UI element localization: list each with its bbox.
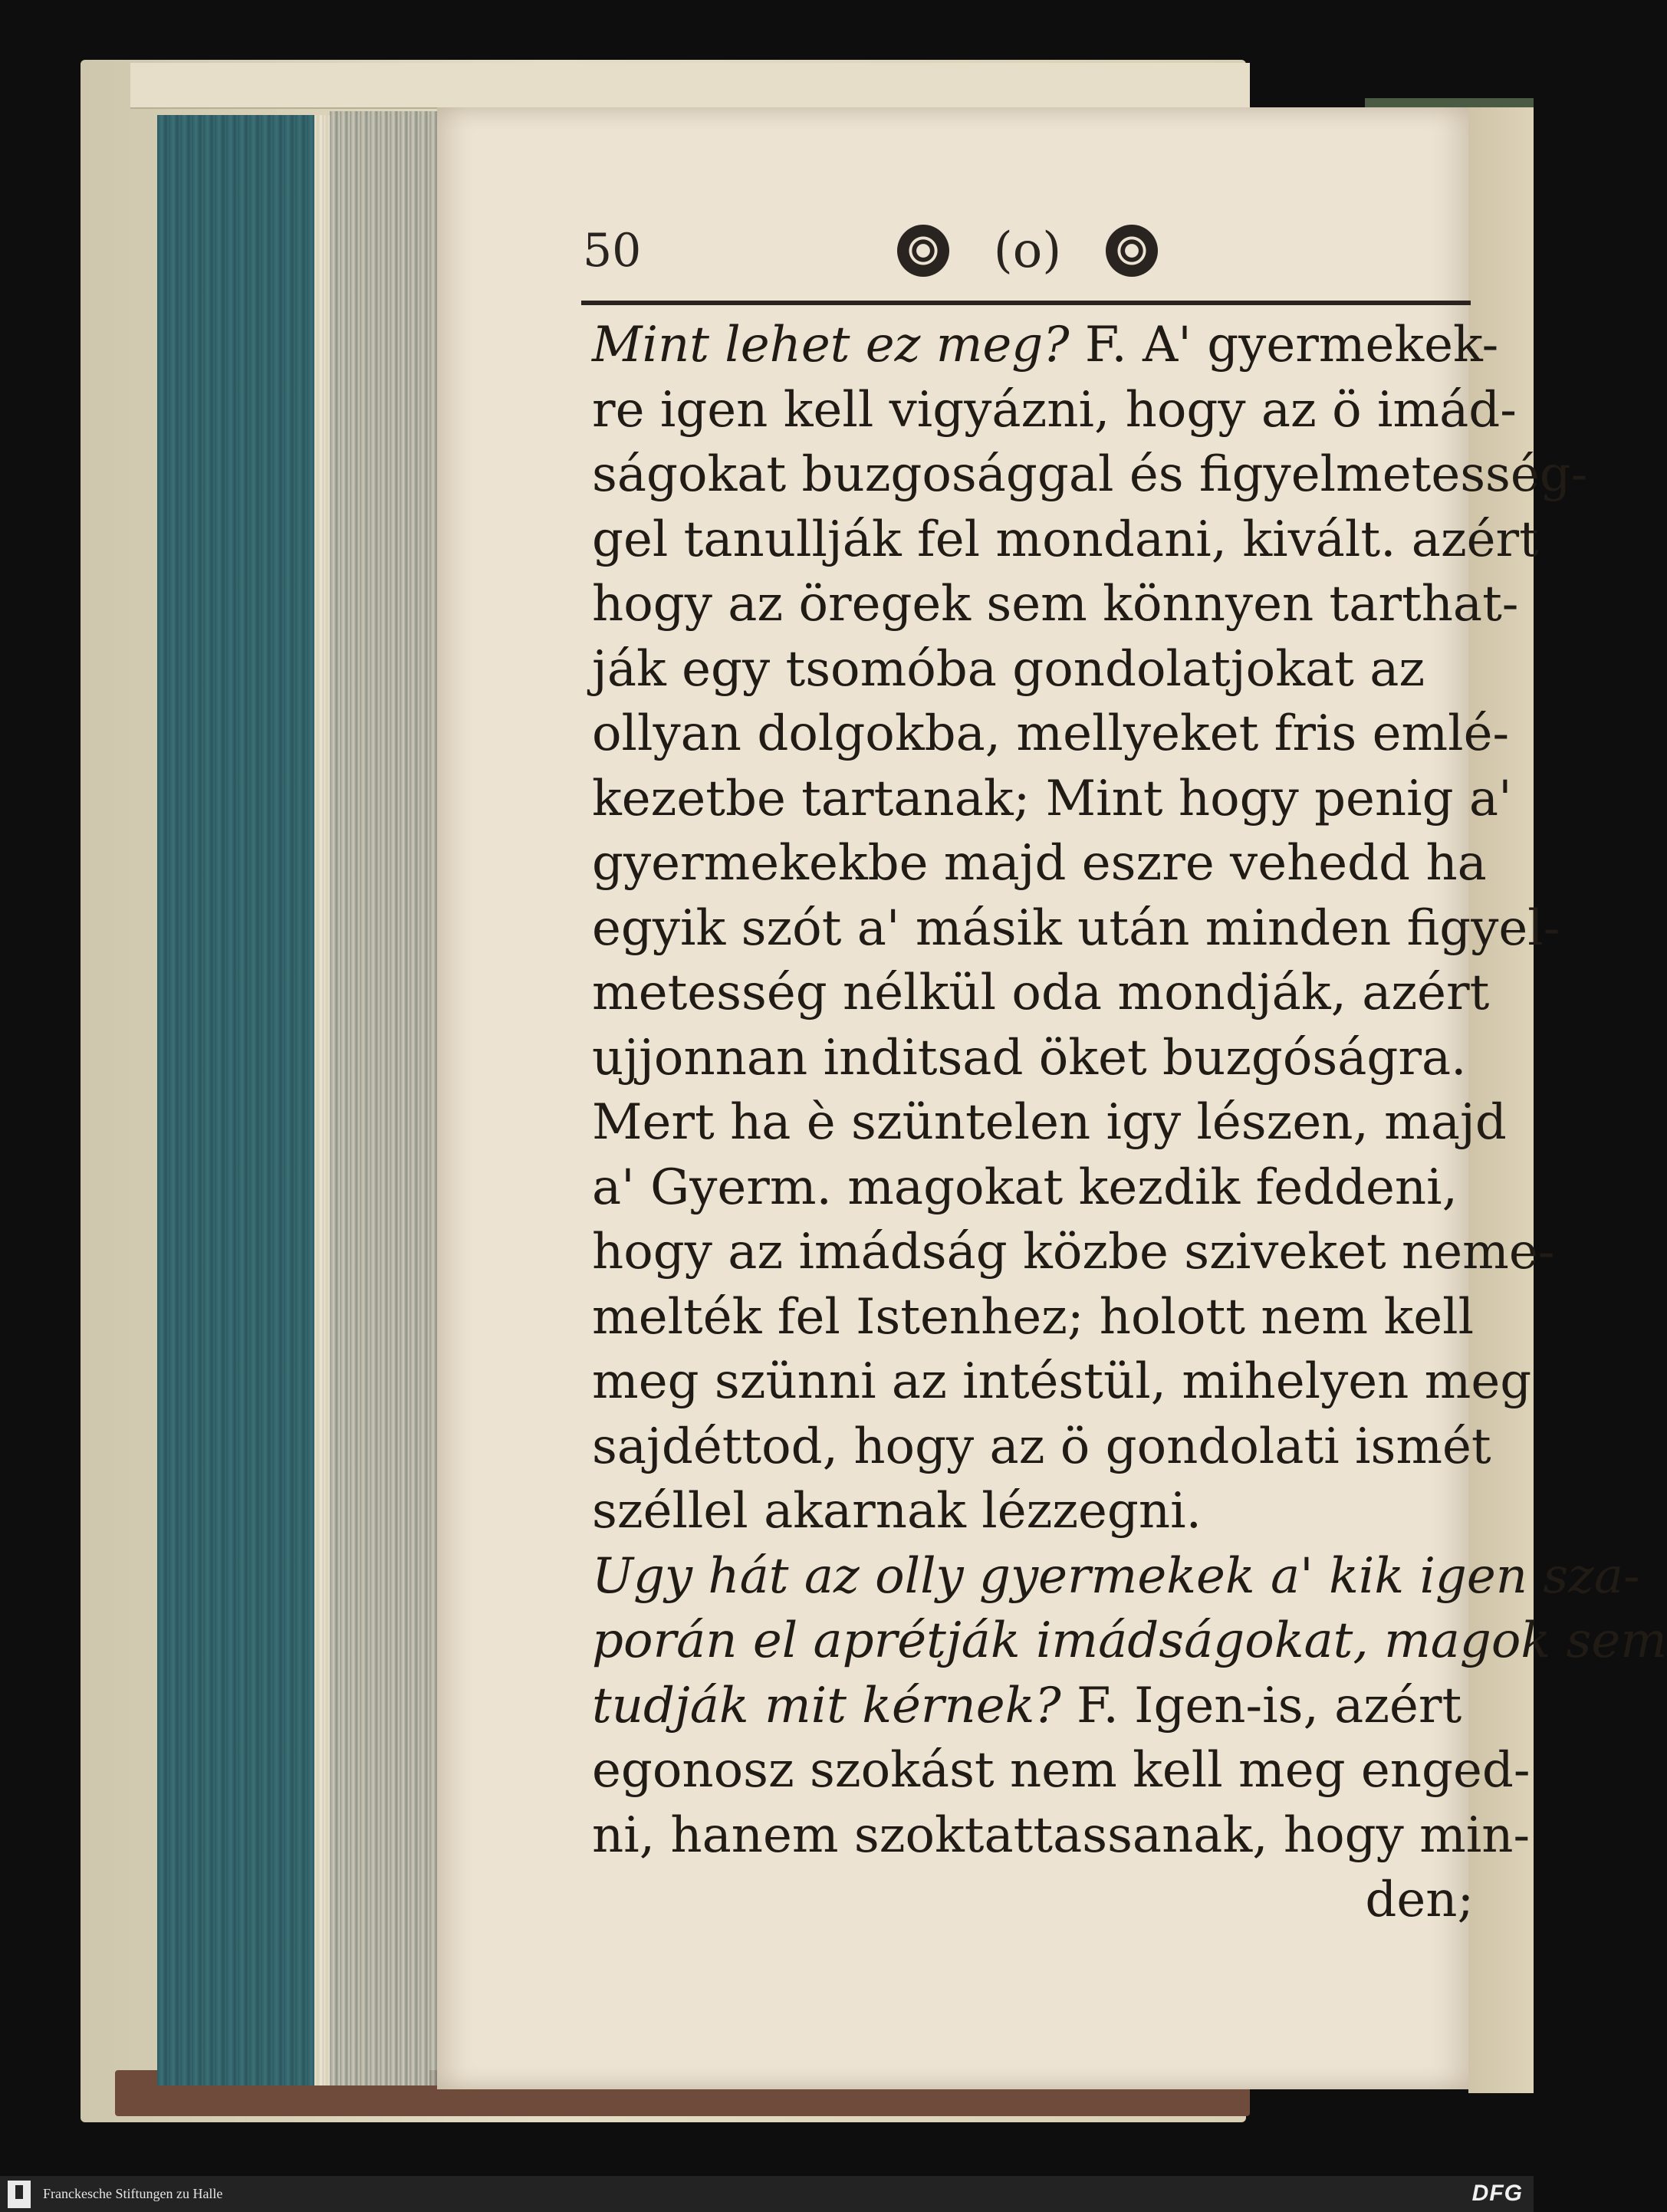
text-line bbox=[592, 1090, 1507, 1155]
text-line bbox=[592, 508, 1539, 573]
viewer-footer bbox=[0, 2176, 1534, 2212]
text-line bbox=[592, 961, 1490, 1026]
text-line bbox=[592, 572, 1519, 637]
body-text: egonosz szokást nem kell meg enged- bbox=[592, 1742, 1531, 1799]
body-text: gyermekekbe majd eszre vehedd ha bbox=[592, 835, 1487, 892]
italic-question-text: porán el aprétják imádságokat, magok sem bbox=[592, 1612, 1667, 1669]
page-edges-colored bbox=[157, 115, 314, 2085]
text-line bbox=[592, 1415, 1491, 1480]
body-text: metesség nélkül oda mondják, azért bbox=[592, 965, 1490, 1021]
body-text: hogy az imádság közbe sziveket neme- bbox=[592, 1224, 1555, 1280]
body-text: kezetbe tartanak; Mint hogy penig a' bbox=[592, 770, 1512, 827]
institution-name: Franckesche Stiftungen zu Halle bbox=[43, 2186, 223, 2201]
body-text: re igen kell vigyázni, hogy az ö imád- bbox=[592, 381, 1517, 439]
page-text bbox=[592, 313, 1667, 1933]
institution-logo-icon bbox=[8, 2181, 31, 2208]
body-text: ujjonnan inditsad öket buzgóságra. bbox=[592, 1029, 1467, 1086]
text-line bbox=[592, 1738, 1531, 1803]
italic-question-text: Ugy hát az olly gyermekek a' kik igen sza- bbox=[592, 1547, 1640, 1605]
dfg-logo: DFG bbox=[1471, 2181, 1523, 2206]
text-line bbox=[592, 1349, 1532, 1415]
text-line bbox=[592, 896, 1560, 961]
body-text: sajdéttod, hogy az ö gondolati ismét bbox=[592, 1418, 1491, 1475]
text-line bbox=[592, 1155, 1474, 1221]
text-line bbox=[592, 637, 1474, 702]
body-text: F. A' gyermekek- bbox=[1084, 317, 1499, 373]
body-text: melték fel Istenhez; holott nem kell bbox=[592, 1288, 1475, 1346]
flower-ornament-icon bbox=[897, 225, 949, 277]
body-text: ják egy tsomóba gondolatjokat az bbox=[592, 640, 1425, 698]
text-line bbox=[592, 1026, 1474, 1091]
text-line bbox=[592, 1803, 1531, 1869]
text-line bbox=[592, 1674, 1474, 1739]
flower-ornament-icon bbox=[1106, 225, 1158, 277]
page-number: 50 bbox=[583, 224, 642, 278]
body-text: meg szünni az intéstül, mihelyen meg bbox=[592, 1353, 1532, 1410]
italic-question-text: tudják mit kérnek? bbox=[592, 1677, 1077, 1734]
body-text: ni, hanem szoktattassanak, hogy min- bbox=[592, 1806, 1531, 1864]
text-line bbox=[592, 702, 1510, 767]
text-line bbox=[592, 442, 1588, 508]
page-edges-stack bbox=[330, 111, 437, 2085]
italic-question-text: Mint lehet ez meg? bbox=[592, 317, 1085, 373]
body-text: a' Gyerm. magokat kezdik feddeni, bbox=[592, 1159, 1458, 1216]
book-cover-top bbox=[130, 63, 1250, 109]
body-text: egyik szót a' másik után minden figyel- bbox=[592, 899, 1560, 957]
text-line bbox=[592, 1479, 1474, 1544]
header-rule bbox=[581, 301, 1471, 305]
text-line bbox=[592, 1285, 1474, 1350]
body-text: Mert ha è szüntelen igy lészen, majd bbox=[592, 1094, 1507, 1151]
text-line bbox=[592, 378, 1517, 443]
body-text: F. Igen-is, azért bbox=[1077, 1677, 1462, 1734]
body-text: hogy az öregek sem könnyen tarthat- bbox=[592, 576, 1519, 633]
text-line bbox=[592, 1544, 1640, 1609]
body-text: den; bbox=[1365, 1872, 1474, 1928]
text-line bbox=[592, 1220, 1555, 1285]
text-line bbox=[592, 1609, 1667, 1674]
body-text: ollyan dolgokba, mellyeket fris emlé- bbox=[592, 705, 1510, 762]
header-ornament-mark: (o) bbox=[993, 222, 1062, 279]
text-line bbox=[592, 767, 1512, 832]
body-text: ságokat buzgosággal és figyelmetesség- bbox=[592, 446, 1588, 503]
body-text: gel tanullják fel mondani, kivált. azért bbox=[592, 511, 1539, 568]
header-ornament bbox=[897, 216, 1158, 285]
text-line bbox=[592, 313, 1499, 378]
text-line bbox=[592, 831, 1487, 896]
body-text: széllel akarnak lézzegni. bbox=[592, 1483, 1202, 1540]
text-line bbox=[592, 1868, 1474, 1933]
